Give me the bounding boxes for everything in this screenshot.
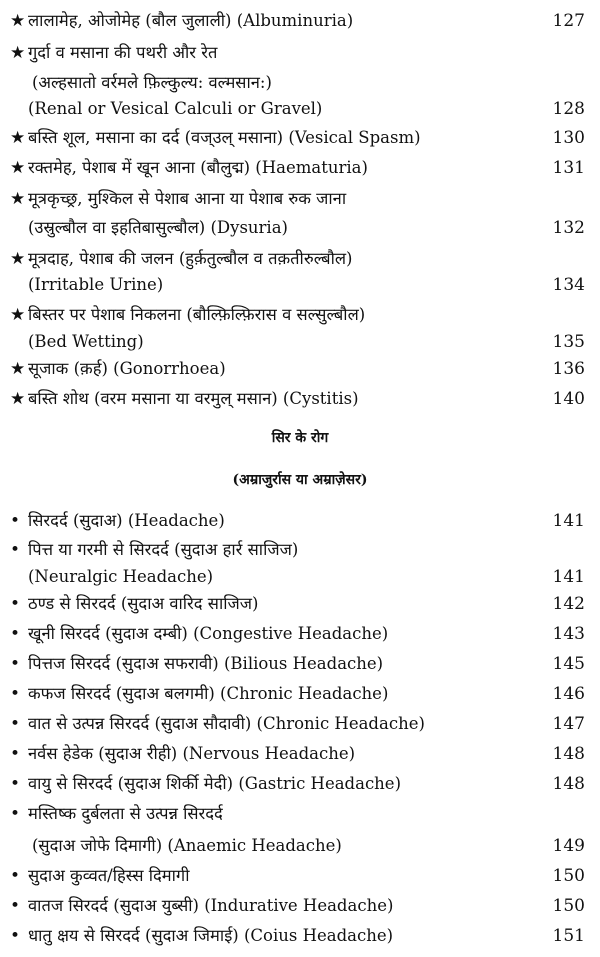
index-entry xyxy=(10,155,585,181)
page-number: 132 xyxy=(552,218,585,238)
page-number: 150 xyxy=(552,866,585,886)
entry-text: वायु से सिरदर्द (सुदाअ शिर्की मेदी) (Gastric Headache) xyxy=(28,774,402,793)
entry-text: मस्तिष्क दुर्बलता से उत्पन्न सिरदर्द xyxy=(28,804,223,823)
entry-text: मूत्रकृच्छ्र, मुश्किल से पेशाब आना या पेशाब रुक जाना xyxy=(28,189,347,208)
dot-bullet-icon: • xyxy=(10,896,21,916)
index-entry xyxy=(10,621,585,647)
index-entry xyxy=(10,591,585,617)
page-number: 142 xyxy=(552,594,585,614)
index-entry xyxy=(10,651,585,677)
page-number: 135 xyxy=(552,332,585,352)
entry-text: (उस्रुल्बौल वा इहतिबासुल्बौल) (Dysuria) xyxy=(28,218,288,237)
index-entry xyxy=(10,125,585,151)
page-number: 128 xyxy=(552,99,585,119)
entry-text: लालामेह, ओजोमेह (बौल जुलाली) (Albuminuria) xyxy=(28,11,354,30)
index-entry xyxy=(10,40,585,66)
page-number: 141 xyxy=(552,511,585,531)
entry-text: पित्तज सिरदर्द (सुदाअ सफरावी) (Bilious Headache) xyxy=(28,654,384,673)
index-entry xyxy=(10,537,585,563)
star-bullet-icon: ★ xyxy=(10,128,26,148)
dot-bullet-icon: • xyxy=(10,594,21,614)
entry-text: सूजाक (क़र्ह) (Gonorrhoea) xyxy=(28,359,226,378)
dot-bullet-icon: • xyxy=(10,624,21,644)
index-entry xyxy=(10,386,585,412)
page-number: 148 xyxy=(552,774,585,794)
page-number: 151 xyxy=(552,926,585,946)
index-entry xyxy=(10,771,585,797)
dot-bullet-icon: • xyxy=(10,684,21,704)
entry-text: सिरदर्द (सुदाअ) (Headache) xyxy=(28,511,225,530)
entry-text: नर्वस हेडेक (सुदाअ रीही) (Nervous Headache) xyxy=(28,744,356,763)
entry-text: मूत्रदाह, पेशाब की जलन (हुर्क़तुल्बौल व तक़तीरुल्बौल) xyxy=(28,249,353,268)
entry-text: खूनी सिरदर्द (सुदाअ दम्बी) (Congestive Headache) xyxy=(28,624,389,643)
page-number: 143 xyxy=(552,624,585,644)
entry-text: (सुदाअ जोफे दिमागी) (Anaemic Headache) xyxy=(32,836,342,855)
page-number: 131 xyxy=(552,158,585,178)
entry-text: बस्ति शोथ (वरम मसाना या वरमुल् मसान) (Cystitis) xyxy=(28,389,359,408)
index-entry-continuation xyxy=(10,833,585,859)
index-entry-continuation xyxy=(10,70,585,96)
section-title: सिर के रोग xyxy=(271,430,329,446)
page-number: 141 xyxy=(552,567,585,587)
entry-text: (अल्हसातो वर्रमले फ़िल्कुल्य: वल्मसान:) xyxy=(32,73,272,92)
star-bullet-icon: ★ xyxy=(10,189,26,209)
page-number: 149 xyxy=(552,836,585,856)
page-number: 140 xyxy=(552,389,585,409)
star-bullet-icon: ★ xyxy=(10,389,26,409)
entry-text: ठण्ड से सिरदर्द (सुदाअ वारिद साजिज) xyxy=(28,594,259,613)
index-entry xyxy=(10,681,585,707)
entry-text: (Bed Wetting) xyxy=(28,332,144,351)
star-bullet-icon: ★ xyxy=(10,249,26,269)
dot-bullet-icon: • xyxy=(10,774,21,794)
index-entry-continuation xyxy=(10,96,585,122)
page-number: 127 xyxy=(552,11,585,31)
page-number: 136 xyxy=(552,359,585,379)
entry-text: (Neuralgic Headache) xyxy=(28,567,214,586)
dot-bullet-icon: • xyxy=(10,804,21,824)
index-entry-continuation xyxy=(10,329,585,355)
index-entry-continuation xyxy=(10,564,585,590)
page-number: 134 xyxy=(552,275,585,295)
index-entry xyxy=(10,508,585,534)
entry-text: बस्ति शूल, मसाना का दर्द (वज्उल् मसाना) (Vesical Spasm) xyxy=(28,128,421,147)
entry-text: रक्तमेह, पेशाब में खून आना (बौलुद्म) (Haematuria) xyxy=(28,158,368,177)
entry-text: वात से उत्पन्न सिरदर्द (सुदाअ सौदावी) (Chronic Headache) xyxy=(28,714,425,733)
index-entry xyxy=(10,356,585,382)
entry-text: धातु क्षय से सिरदर्द (सुदाअ जिमाई) (Coius Headache) xyxy=(28,926,394,945)
index-entry xyxy=(10,186,585,212)
index-entry xyxy=(10,923,585,949)
entry-text: वातज सिरदर्द (सुदाअ युब्सी) (Indurative Headache) xyxy=(28,896,394,915)
star-bullet-icon: ★ xyxy=(10,305,26,325)
dot-bullet-icon: • xyxy=(10,926,21,946)
page-number: 150 xyxy=(552,896,585,916)
star-bullet-icon: ★ xyxy=(10,11,26,31)
index-entry xyxy=(10,246,585,272)
index-entry xyxy=(10,711,585,737)
index-entry xyxy=(10,893,585,919)
entry-text: (Irritable Urine) xyxy=(28,275,164,294)
page-number: 148 xyxy=(552,744,585,764)
dot-bullet-icon: • xyxy=(10,654,21,674)
entry-text: (Renal or Vesical Calculi or Gravel) xyxy=(28,99,323,118)
entry-text: गुर्दा व मसाना की पथरी और रेत xyxy=(28,43,218,62)
entry-text: बिस्तर पर पेशाब निकलना (बौल्फ़िल्फ़िरास व सल्सुल्बौल) xyxy=(28,305,366,324)
page-number: 147 xyxy=(552,714,585,734)
page-number: 146 xyxy=(552,684,585,704)
dot-bullet-icon: • xyxy=(10,866,21,886)
page-number: 130 xyxy=(552,128,585,148)
entry-text: पित्त या गरमी से सिरदर्द (सुदाअ हार्र साजिज) xyxy=(28,540,299,559)
dot-bullet-icon: • xyxy=(10,714,21,734)
index-entry xyxy=(10,863,585,889)
page-number: 145 xyxy=(552,654,585,674)
star-bullet-icon: ★ xyxy=(10,158,26,178)
dot-bullet-icon: • xyxy=(10,511,21,531)
section-subtitle: (अम्राजुर्रास या अम्राज़ेसर) xyxy=(232,472,368,488)
entry-text: सुदाअ कुव्वत/हिस्स दिमागी xyxy=(28,866,190,885)
star-bullet-icon: ★ xyxy=(10,43,26,63)
entry-text: कफज सिरदर्द (सुदाअ बलगमी) (Chronic Headache) xyxy=(28,684,389,703)
dot-bullet-icon: • xyxy=(10,744,21,764)
star-bullet-icon: ★ xyxy=(10,359,26,379)
index-entry xyxy=(10,302,585,328)
index-entry-continuation xyxy=(10,272,585,298)
dot-bullet-icon: • xyxy=(10,540,21,560)
index-entry-continuation xyxy=(10,215,585,241)
index-entry xyxy=(10,801,585,827)
index-entry xyxy=(10,741,585,767)
index-entry xyxy=(10,8,585,34)
